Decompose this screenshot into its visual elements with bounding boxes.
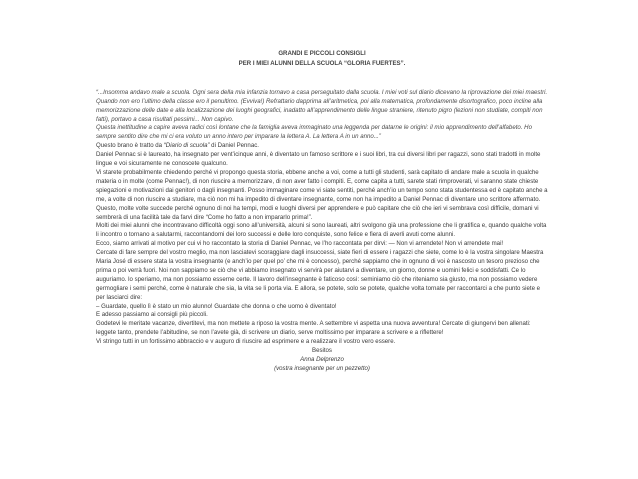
body-paragraph: Vi stringo tutti in un fortissimo abbraccio e v auguro di riuscire ad esprimere e a realizzare il vostro vero essere. bbox=[96, 338, 396, 346]
body-paragraph: Vi starete probabilmente chiedendo perché vi propongo questa storia, ebbene anche a voi, come a tutti gli studenti, sarà capitato di andare male a scuola in qualche materia o in molte (come Pennac!), di non riuscire a memorizzare, di non aver fatto i compiti. E, come capita a tutti, sarete stati rimproverati, vi saranno state chieste spiegazioni e motivazioni dai genitori o dagli insegnanti. Posso immaginare come vi siate sentiti, perché anch’io un tempo sono stata studentessa ed è capitato anche a me, a volte di non riuscire a studiare, ma ciò non mi ha impedito di diventare insegnante, come non ha impedito a Daniel Pennac di diventare uno scrittore affermato. bbox=[96, 168, 548, 203]
body-paragraph: E adesso passiamo ai consigli più piccoli. bbox=[96, 311, 208, 319]
body-paragraph: Daniel Pennac si è laureato, ha insegnato per vent’icinque anni, è diventato un famoso scrittore e i suoi libri, tra cui diversi libri per ragazzi, sono stati tradotti in molte lingue e voi sicuramente ne conoscete qualcuno. bbox=[96, 151, 541, 168]
document-title: GRANDI E PICCOLI CONSIGLI bbox=[278, 50, 366, 57]
body-paragraph: Questo brano è tratto da “Diario di scuola” di Daniel Pennac. bbox=[96, 142, 259, 150]
body-paragraph: Cercate di fare sempre del vostro meglio, ma non lasciatevi scoraggiare dagli insuccessi, siate fieri di essere i ragazzi che siete, come lo è la vostra singolare Maestra Maria José di essere stata la vostra insegnante (e anch’io per quel po’ che mi è concesso), perché sappiamo che in ognuno di voi è nascosto un tesoro prezioso che prima o poi verrà fuori. Noi non sappiamo se ciò che vi abbiamo insegnato vi servirà per aiutarvi a diventare, un giorno, donne e uomini felici e soddisfatti. Ce lo auguriamo. lo speriamo, ma non possiamo esserne certe. Il lavoro dell’insegnante è faticoso così: seminiamo ciò che riteniamo sia giusto, ma non possiamo vedere germogliare i semi perché, come è naturale che sia, la vita se li porta via. E allora, se potete, solo se potete, qualche volta tornate per raccontarci a che punto siete e per lasciarci dire: bbox=[96, 249, 544, 301]
signoff-role: (vostra insegnante per un pezzetto) bbox=[274, 364, 370, 372]
letter-document bbox=[96, 50, 548, 374]
body-paragraph: Molti dei miei alunni che incontravano difficoltà oggi sono all’università, alcuni si sono laureati, altri svolgono già una professione che li gratifica e, quando qualche volta li incontro o tornano a salutarmi, raccontandomi dei loro successi e delle loro conquiste, sono felice e fiera di averli avuti come alunni. bbox=[96, 222, 547, 239]
body-paragraph: Ecco, siamo arrivati al motivo per cui vi ho raccontato la storia di Daniel Pennac, ve l’ho raccontata per dirvi: — Non vi arrendete! Non vi arrendete mai! bbox=[96, 240, 504, 248]
body-paragraph: Questo, molte volte succede perché ognuno di noi ha tempi, modi e luoghi diversi per apprendere e può capitare che ciò che ieri vi sembrava così difficile, domani vi sembrerà di una facilità tale da farvi dire “Come ho fatto a non impararlo prima!”. bbox=[96, 204, 539, 221]
quote-paragraph-2: Questa inettitudine a capire aveva radici così lontane che la famiglia aveva immaginato una leggenda per datarne le origini: il mio apprendimento dell’alfabeto. Ho sempre sentito dire che mi ci era voluto un anno intero per imparare la lettera A. La lettera A in un anno...” bbox=[96, 124, 532, 141]
body-paragraph: Godetevi le meritate vacanze, divertitevi, ma non mettete a riposo la vostra mente. A settembre vi aspetta una nuova avventura! Cercate di giungervi ben allenati: leggete tanto, prendete l’abitudine, se non l’avete già, di scrivere un diario, serve moltissimo per imparare a scrivere e a riflettere! bbox=[96, 320, 531, 337]
signoff-greeting: Besitos bbox=[312, 347, 332, 355]
signoff-name: Anna Delprenzo bbox=[300, 356, 344, 363]
quote-paragraph: “...Insomma andavo male a scuola. Ogni sera della mia infanzia tornavo a casa perseguitato dalla scuola. I miei voti sul diario dicevano la riprovazione dei miei maestri. Quando non ero l’ultimo della classe ero il penultimo. (Evviva!) Refrattario dapprima all’aritmetica, poi alla matematica, profondamente disortografico, poco incline alla memorizzazione delle date e alla localizzazione dei luoghi geografici, inadatto all’apprendimento delle lingue straniere, ritenuto pigro (lezioni non studiate, compiti non fatti), portavo a casa risultati pessimi... Non capivo. bbox=[96, 88, 548, 123]
document-subtitle: PER I MIEI ALUNNI DELLA SCUOLA “GLORIA FUERTES”. bbox=[238, 59, 406, 67]
body-paragraph: – Guardate, quello lì è stato un mio alunno! Guardate che donna o che uomo è diventato! bbox=[96, 302, 337, 310]
